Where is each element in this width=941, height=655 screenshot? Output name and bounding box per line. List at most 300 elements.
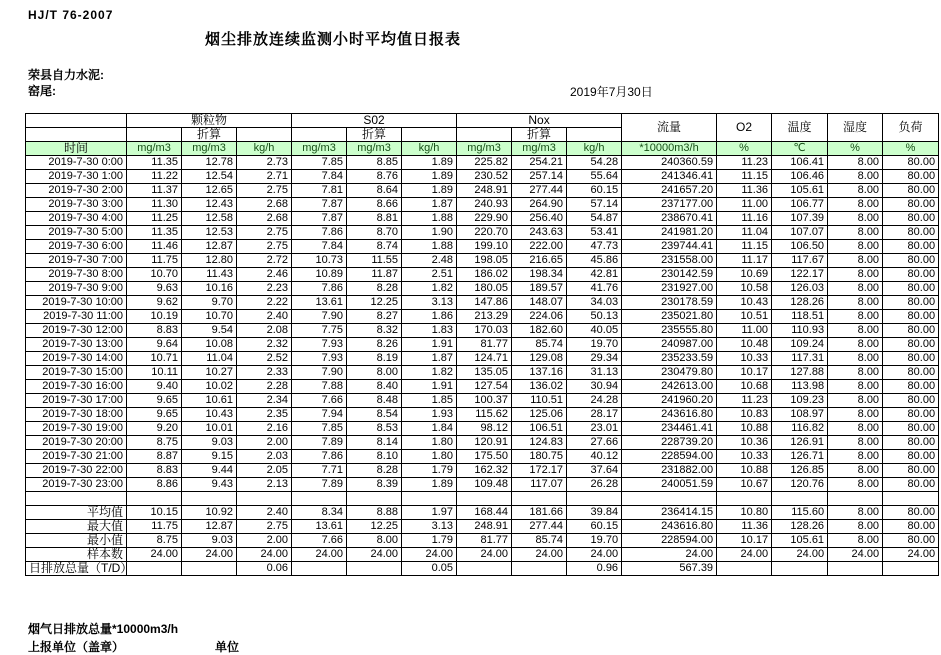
table-cell: 235555.80	[622, 324, 717, 338]
table-cell: 136.02	[512, 380, 567, 394]
table-cell: 120.76	[772, 478, 828, 492]
time-header-blank	[26, 114, 127, 128]
table-cell: 1.80	[402, 450, 457, 464]
table-cell: 2.23	[237, 282, 292, 296]
table-cell: 127.88	[772, 366, 828, 380]
table-body	[26, 156, 939, 576]
table-cell: 57.14	[567, 198, 622, 212]
table-row-label: 2019-7-30 7:00	[26, 254, 127, 268]
table-cell: 24.00	[292, 548, 347, 562]
table-cell: 8.00	[828, 226, 883, 240]
table-row-label: 2019-7-30 15:00	[26, 366, 127, 380]
table-cell: 199.10	[457, 240, 512, 254]
table-row	[26, 436, 939, 450]
table-cell: 224.06	[512, 310, 567, 324]
table-cell: 2.75	[237, 240, 292, 254]
table-cell	[512, 492, 567, 506]
table-cell: 10.88	[717, 422, 772, 436]
table-cell: 243.63	[512, 226, 567, 240]
blank-cell	[292, 128, 347, 142]
table-cell: 55.64	[567, 170, 622, 184]
table-cell: 231558.00	[622, 254, 717, 268]
table-cell	[567, 492, 622, 506]
table-cell	[182, 562, 237, 576]
table-cell: 236414.15	[622, 506, 717, 520]
table-cell: 80.00	[883, 226, 939, 240]
table-cell: 9.65	[127, 394, 182, 408]
table-cell: 2.40	[237, 506, 292, 520]
table-cell: 9.44	[182, 464, 237, 478]
table-cell: 24.00	[347, 548, 402, 562]
table-cell: 106.46	[772, 170, 828, 184]
table-cell: 2.00	[237, 436, 292, 450]
table-cell: 118.51	[772, 310, 828, 324]
table-cell: 7.87	[292, 198, 347, 212]
table-cell: 106.77	[772, 198, 828, 212]
table-cell: 9.65	[127, 408, 182, 422]
table-cell: 80.00	[883, 212, 939, 226]
table-cell	[347, 562, 402, 576]
table-cell: 80.00	[883, 324, 939, 338]
table-cell: 7.71	[292, 464, 347, 478]
table-cell: 100.37	[457, 394, 512, 408]
table-cell: 1.91	[402, 338, 457, 352]
table-cell: 24.00	[883, 548, 939, 562]
table-cell: 10.61	[182, 394, 237, 408]
table-cell: 116.82	[772, 422, 828, 436]
table-cell: 11.35	[127, 156, 182, 170]
unit-cell: mg/m3	[292, 142, 347, 156]
table-cell	[347, 492, 402, 506]
table-cell: 1.79	[402, 464, 457, 478]
table-cell: 125.06	[512, 408, 567, 422]
table-cell: 2.40	[237, 310, 292, 324]
table-cell: 11.15	[717, 240, 772, 254]
summary-row	[26, 534, 939, 548]
table-cell: 11.00	[717, 324, 772, 338]
table-cell: 238670.41	[622, 212, 717, 226]
table-cell	[292, 562, 347, 576]
table-cell: 8.00	[828, 366, 883, 380]
unit-cell: kg/h	[567, 142, 622, 156]
table-cell: 81.77	[457, 338, 512, 352]
table-cell: 11.00	[717, 198, 772, 212]
table-cell: 23.01	[567, 422, 622, 436]
table-cell: 248.91	[457, 520, 512, 534]
table-cell: 10.19	[127, 310, 182, 324]
summary-row	[26, 548, 939, 562]
table-row-label: 2019-7-30 13:00	[26, 338, 127, 352]
table-cell: 24.00	[127, 548, 182, 562]
table-cell: 8.00	[828, 520, 883, 534]
table-cell: 230479.80	[622, 366, 717, 380]
table-cell: 10.71	[127, 352, 182, 366]
table-cell: 2.32	[237, 338, 292, 352]
table-cell: 264.90	[512, 198, 567, 212]
table-cell: 24.00	[457, 548, 512, 562]
table-cell: 106.41	[772, 156, 828, 170]
table-cell: 1.82	[402, 282, 457, 296]
group-header-nox: Nox	[457, 114, 622, 128]
table-cell: 50.13	[567, 310, 622, 324]
table-cell: 8.10	[347, 450, 402, 464]
table-cell: 10.69	[717, 268, 772, 282]
table-cell	[292, 492, 347, 506]
table-cell: 7.66	[292, 394, 347, 408]
table-cell: 241657.20	[622, 184, 717, 198]
table-cell: 80.00	[883, 436, 939, 450]
table-cell: 9.54	[182, 324, 237, 338]
table-cell: 8.00	[828, 422, 883, 436]
table-row	[26, 156, 939, 170]
table-cell: 8.40	[347, 380, 402, 394]
table-cell: 7.85	[292, 422, 347, 436]
table-cell: 137.16	[512, 366, 567, 380]
table-cell: 10.08	[182, 338, 237, 352]
table-cell: 11.16	[717, 212, 772, 226]
table-cell: 98.12	[457, 422, 512, 436]
table-cell: 8.26	[347, 338, 402, 352]
table-cell: 9.43	[182, 478, 237, 492]
table-cell: 10.73	[292, 254, 347, 268]
table-cell: 186.02	[457, 268, 512, 282]
table-cell: 80.00	[883, 254, 939, 268]
table-cell: 7.84	[292, 170, 347, 184]
table-cell: 12.87	[182, 520, 237, 534]
table-cell: 11.23	[717, 394, 772, 408]
table-cell: 2.08	[237, 324, 292, 338]
table-cell: 222.00	[512, 240, 567, 254]
blank-cell	[567, 128, 622, 142]
unit-cell: mg/m3	[457, 142, 512, 156]
table-row-label: 2019-7-30 21:00	[26, 450, 127, 464]
flue-gas-total-note: 烟气日排放总量*10000m3/h	[28, 622, 179, 636]
table-cell: 8.19	[347, 352, 402, 366]
table-cell: 10.83	[717, 408, 772, 422]
table-cell: 8.32	[347, 324, 402, 338]
table-cell: 60.15	[567, 520, 622, 534]
table-cell: 11.25	[127, 212, 182, 226]
table-cell: 1.82	[402, 366, 457, 380]
table-cell: 11.87	[347, 268, 402, 282]
table-row	[26, 282, 939, 296]
table-cell: 180.05	[457, 282, 512, 296]
table-cell	[127, 492, 182, 506]
table-cell: 24.00	[772, 548, 828, 562]
table-row	[26, 352, 939, 366]
table-cell: 8.00	[828, 268, 883, 282]
subheader-converted-so2: 折算	[347, 128, 402, 142]
table-cell: 1.89	[402, 170, 457, 184]
table-cell: 8.75	[127, 534, 182, 548]
table-cell: 231882.00	[622, 464, 717, 478]
blank-cell	[127, 128, 182, 142]
table-cell: 277.44	[512, 184, 567, 198]
table-cell: 567.39	[622, 562, 717, 576]
table-cell: 2.35	[237, 408, 292, 422]
table-row	[26, 240, 939, 254]
table-cell: 7.86	[292, 450, 347, 464]
table-cell: 29.34	[567, 352, 622, 366]
table-cell: 230142.59	[622, 268, 717, 282]
table-cell: 126.91	[772, 436, 828, 450]
table-cell: 9.20	[127, 422, 182, 436]
table-cell: 175.50	[457, 450, 512, 464]
table-cell: 1.88	[402, 212, 457, 226]
table-cell: 11.36	[717, 520, 772, 534]
table-cell: 28.17	[567, 408, 622, 422]
table-row-label: 2019-7-30 6:00	[26, 240, 127, 254]
table-cell: 7.85	[292, 156, 347, 170]
table-cell: 24.00	[828, 548, 883, 562]
table-cell: 54.28	[567, 156, 622, 170]
table-cell: 8.86	[127, 478, 182, 492]
table-cell: 30.94	[567, 380, 622, 394]
table-cell: 117.31	[772, 352, 828, 366]
unit-cell: mg/m3	[347, 142, 402, 156]
table-row-label: 2019-7-30 23:00	[26, 478, 127, 492]
group-header-particulate: 颗粒物	[127, 114, 292, 128]
table-cell: 107.39	[772, 212, 828, 226]
table-cell: 7.66	[292, 534, 347, 548]
table-cell: 10.33	[717, 352, 772, 366]
table-cell: 12.80	[182, 254, 237, 268]
table-cell	[512, 562, 567, 576]
table-cell: 248.91	[457, 184, 512, 198]
group-header-so2: S02	[292, 114, 457, 128]
header-row-groups	[26, 114, 939, 128]
unit-cell: *10000m3/h	[622, 142, 717, 156]
table-cell: 9.40	[127, 380, 182, 394]
table-row	[26, 380, 939, 394]
table-cell: 105.61	[772, 534, 828, 548]
table-cell: 2.68	[237, 198, 292, 212]
monitor-location: 窑尾:	[28, 84, 56, 98]
unit-cell: %	[717, 142, 772, 156]
table-cell: 225.82	[457, 156, 512, 170]
table-cell: 216.65	[512, 254, 567, 268]
table-cell: 2.05	[237, 464, 292, 478]
table-cell: 42.81	[567, 268, 622, 282]
table-cell: 80.00	[883, 240, 939, 254]
table-cell: 1.89	[402, 156, 457, 170]
table-cell: 8.00	[828, 464, 883, 478]
table-cell: 240987.00	[622, 338, 717, 352]
table-cell: 8.14	[347, 436, 402, 450]
table-cell: 85.74	[512, 534, 567, 548]
total-row	[26, 562, 939, 576]
table-cell: 9.63	[127, 282, 182, 296]
table-cell: 10.01	[182, 422, 237, 436]
table-cell: 162.32	[457, 464, 512, 478]
table-cell: 0.05	[402, 562, 457, 576]
table-cell: 120.91	[457, 436, 512, 450]
table-cell: 12.43	[182, 198, 237, 212]
table-cell: 110.51	[512, 394, 567, 408]
table-cell: 80.00	[883, 352, 939, 366]
table-cell: 10.43	[182, 408, 237, 422]
table-row	[26, 408, 939, 422]
subheader-converted-nox: 折算	[512, 128, 567, 142]
table-cell: 11.35	[127, 226, 182, 240]
table-cell: 7.94	[292, 408, 347, 422]
table-cell: 7.90	[292, 310, 347, 324]
table-cell: 11.23	[717, 156, 772, 170]
table-cell: 8.83	[127, 464, 182, 478]
table-cell: 0.06	[237, 562, 292, 576]
table-cell: 10.36	[717, 436, 772, 450]
table-cell: 8.00	[828, 254, 883, 268]
table-cell: 1.88	[402, 240, 457, 254]
table-cell: 243616.80	[622, 520, 717, 534]
table-cell: 27.66	[567, 436, 622, 450]
table-cell: 1.91	[402, 380, 457, 394]
table-cell: 24.00	[402, 548, 457, 562]
table-cell: 24.00	[622, 548, 717, 562]
table-cell: 1.87	[402, 198, 457, 212]
table-cell: 54.87	[567, 212, 622, 226]
table-cell	[457, 492, 512, 506]
table-cell: 8.75	[127, 436, 182, 450]
table-cell: 8.00	[828, 310, 883, 324]
table-cell: 1.84	[402, 422, 457, 436]
table-cell: 8.34	[292, 506, 347, 520]
blank-cell	[402, 128, 457, 142]
table-cell: 10.70	[127, 268, 182, 282]
table-cell: 12.78	[182, 156, 237, 170]
table-cell: 234461.41	[622, 422, 717, 436]
table-cell: 11.75	[127, 520, 182, 534]
table-cell: 10.33	[717, 450, 772, 464]
table-cell: 13.61	[292, 520, 347, 534]
table-cell: 2.16	[237, 422, 292, 436]
table-cell: 256.40	[512, 212, 567, 226]
table-cell: 1.85	[402, 394, 457, 408]
table-cell: 128.26	[772, 520, 828, 534]
table-cell: 2.68	[237, 212, 292, 226]
table-cell: 8.48	[347, 394, 402, 408]
table-cell: 80.00	[883, 170, 939, 184]
table-row	[26, 226, 939, 240]
table-row-label: 2019-7-30 9:00	[26, 282, 127, 296]
table-cell: 8.28	[347, 282, 402, 296]
table-cell: 8.70	[347, 226, 402, 240]
table-row-label: 2019-7-30 10:00	[26, 296, 127, 310]
table-cell: 8.00	[828, 408, 883, 422]
table-cell: 257.14	[512, 170, 567, 184]
table-cell: 1.89	[402, 184, 457, 198]
header-row-units	[26, 142, 939, 156]
table-cell: 7.84	[292, 240, 347, 254]
table-cell: 241960.20	[622, 394, 717, 408]
table-cell: 7.93	[292, 352, 347, 366]
table-cell: 1.90	[402, 226, 457, 240]
table-cell: 10.70	[182, 310, 237, 324]
table-cell: 80.00	[883, 184, 939, 198]
table-cell: 115.62	[457, 408, 512, 422]
table-cell: 2.22	[237, 296, 292, 310]
table-row	[26, 310, 939, 324]
table-cell: 228594.00	[622, 450, 717, 464]
table-cell: 24.00	[567, 548, 622, 562]
spacer-row	[26, 492, 939, 506]
table-row-label: 2019-7-30 5:00	[26, 226, 127, 240]
table-cell	[772, 562, 828, 576]
table-cell: 80.00	[883, 422, 939, 436]
table-row	[26, 366, 939, 380]
table-cell: 80.00	[883, 534, 939, 548]
table-cell: 13.61	[292, 296, 347, 310]
table-cell: 9.70	[182, 296, 237, 310]
table-cell: 8.54	[347, 408, 402, 422]
table-cell	[182, 492, 237, 506]
table-cell: 11.46	[127, 240, 182, 254]
table-cell	[828, 492, 883, 506]
table-cell: 2.75	[237, 226, 292, 240]
table-cell: 19.70	[567, 534, 622, 548]
unit-cell: mg/m3	[127, 142, 182, 156]
table-cell: 11.36	[717, 184, 772, 198]
unit-cell: mg/m3	[182, 142, 237, 156]
table-cell: 124.83	[512, 436, 567, 450]
table-cell: 228739.20	[622, 436, 717, 450]
table-cell: 11.30	[127, 198, 182, 212]
table-cell: 3.13	[402, 296, 457, 310]
table-cell: 241981.20	[622, 226, 717, 240]
table-cell: 8.76	[347, 170, 402, 184]
table-cell: 9.03	[182, 436, 237, 450]
table-cell: 11.75	[127, 254, 182, 268]
company-name: 荣县自力水泥:	[28, 68, 104, 82]
table-cell: 2.48	[402, 254, 457, 268]
table-cell	[402, 492, 457, 506]
table-row	[26, 324, 939, 338]
table-cell: 117.07	[512, 478, 567, 492]
table-cell: 10.43	[717, 296, 772, 310]
table-cell	[717, 562, 772, 576]
table-cell: 10.80	[717, 506, 772, 520]
report-date: 2019年7月30日	[570, 85, 653, 99]
table-cell: 12.87	[182, 240, 237, 254]
table-cell: 7.86	[292, 282, 347, 296]
table-cell: 1.87	[402, 352, 457, 366]
table-row-label: 2019-7-30 22:00	[26, 464, 127, 478]
standard-code: HJ/T 76-2007	[28, 8, 114, 22]
table-cell: 128.26	[772, 296, 828, 310]
table-cell: 170.03	[457, 324, 512, 338]
table-cell: 2.75	[237, 520, 292, 534]
table-cell: 11.17	[717, 254, 772, 268]
table-cell: 109.23	[772, 394, 828, 408]
table-cell: 8.66	[347, 198, 402, 212]
table-row-label: 2019-7-30 18:00	[26, 408, 127, 422]
spacer-row-label	[26, 492, 127, 506]
table-cell: 115.60	[772, 506, 828, 520]
summary-row-label: 平均值	[26, 506, 127, 520]
table-row	[26, 296, 939, 310]
table-cell: 8.00	[828, 352, 883, 366]
table-cell: 147.86	[457, 296, 512, 310]
table-cell: 8.27	[347, 310, 402, 324]
table-cell: 81.77	[457, 534, 512, 548]
table-cell: 1.83	[402, 324, 457, 338]
table-cell: 1.97	[402, 506, 457, 520]
table-cell: 7.86	[292, 226, 347, 240]
table-cell: 85.74	[512, 338, 567, 352]
table-cell: 220.70	[457, 226, 512, 240]
table-cell: 7.75	[292, 324, 347, 338]
table-cell: 2.33	[237, 366, 292, 380]
